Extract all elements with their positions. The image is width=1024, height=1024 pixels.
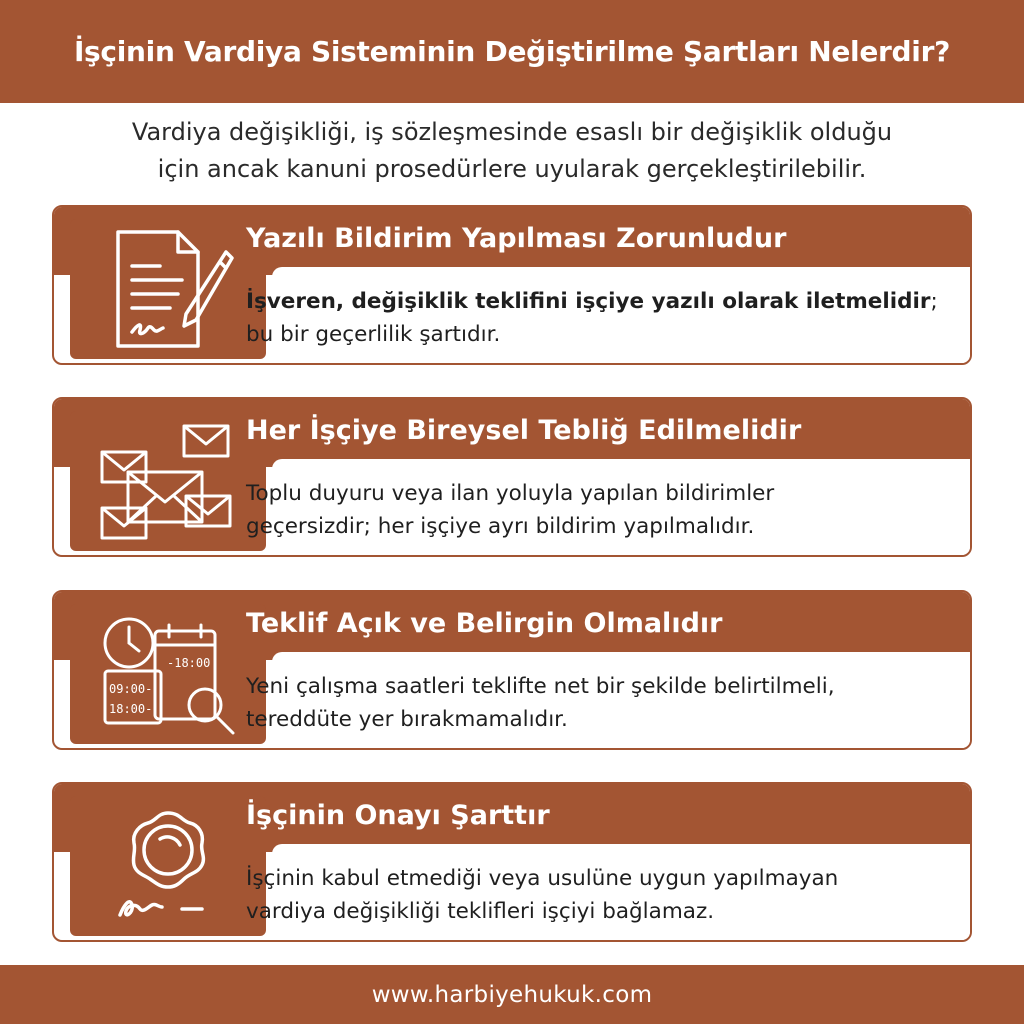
card-body-rest: ; bu bir geçerlilik şartıdır.	[246, 289, 938, 347]
envelopes-icon	[88, 416, 248, 546]
card-body-line-2: tereddüte yer bırakmamalıdır.	[246, 707, 568, 732]
card-title: Yazılı Bildirim Yapılması Zorunludur	[246, 223, 787, 254]
page-title: İşçinin Vardiya Sisteminin Değiştirilme Şartları Nelerdir?	[73, 35, 951, 68]
footer-url: www.harbiyehukuk.com	[371, 981, 653, 1008]
intro-line-1: Vardiya değişikliği, iş sözleşmesinde esaslı bir değişiklik olduğu	[131, 118, 893, 146]
seal-signature-icon	[98, 801, 238, 931]
card-body	[246, 670, 950, 736]
intro-text	[40, 114, 984, 188]
footer-bar	[0, 965, 1024, 1024]
card-body-line-2: geçersizdir; her işçiye ayrı bildirim yapılmalıdır.	[246, 514, 755, 539]
card-body	[246, 477, 950, 543]
card-body	[246, 285, 950, 351]
card-individual-notice	[52, 397, 972, 557]
card-body-line-1: Toplu duyuru veya ilan yoluyla yapılan bildirimler	[246, 481, 775, 506]
intro-line-2: için ancak kanuni prosedürlere uyularak gerçekleştirilebilir.	[157, 155, 867, 183]
card-title: İşçinin Onayı Şarttır	[246, 800, 550, 831]
card-title: Teklif Açık ve Belirgin Olmalıdır	[246, 608, 723, 639]
icon-time-label: 09:00-	[109, 682, 153, 696]
card-body-line-1: Yeni çalışma saatleri teklifte net bir şekilde belirtilmeli,	[246, 674, 835, 699]
card-body-line-1: İşçinin kabul etmediği veya usulüne uygun yapılmayan	[246, 866, 839, 891]
document-pen-icon	[98, 224, 238, 354]
card-title: Her İşçiye Bireysel Tebliğ Edilmelidir	[246, 415, 802, 446]
clock-calendar-search-icon	[93, 609, 243, 739]
card-clear-offer	[52, 590, 972, 750]
card-worker-consent	[52, 782, 972, 942]
card-body-line-2: vardiya değişikliği teklifleri işçiyi bağlamaz.	[246, 899, 715, 924]
card-body-bold: İşveren, değişiklik teklifini işçiye yazılı olarak iletmelidir	[246, 289, 931, 314]
icon-time-label: -18:00	[167, 656, 211, 670]
icon-time-label: 18:00-	[109, 702, 153, 716]
card-written-notice	[52, 205, 972, 365]
header-bar	[0, 0, 1024, 103]
card-body	[246, 862, 950, 928]
